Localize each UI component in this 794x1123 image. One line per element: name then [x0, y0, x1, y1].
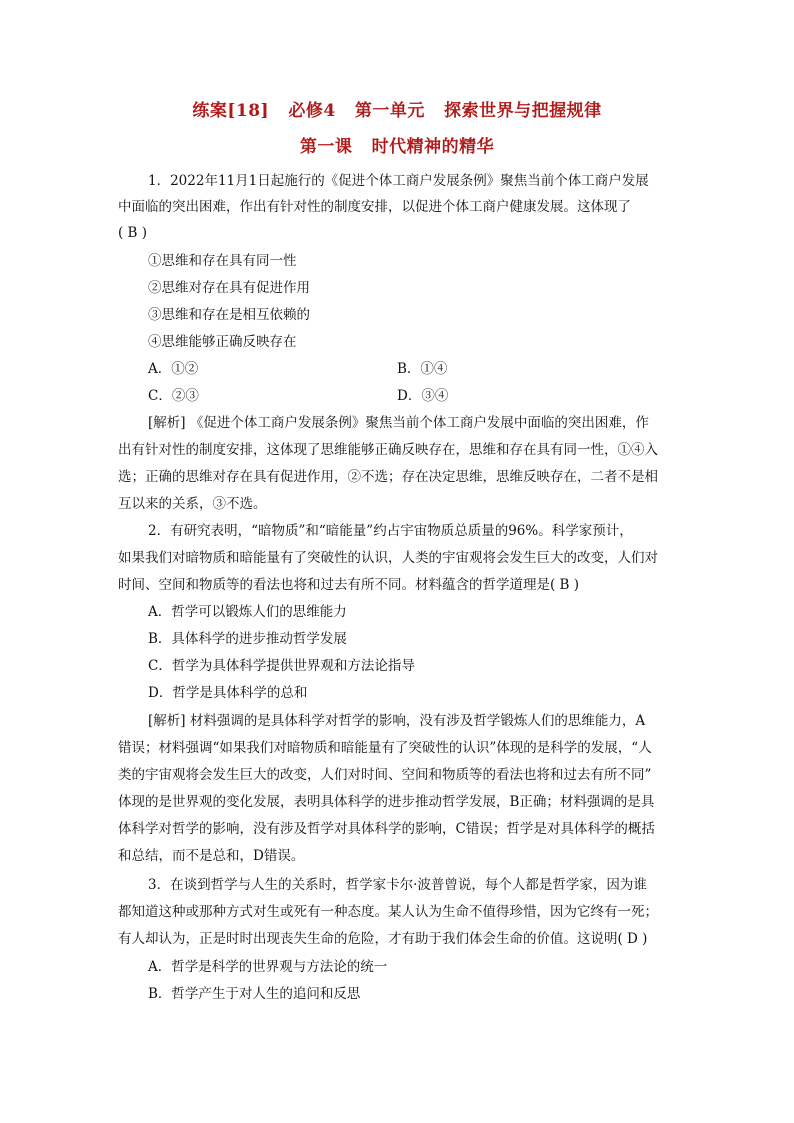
q2-analysis-line-6: 和总结，而不是总和，D错误。	[118, 848, 305, 864]
q2-stem-line-2: 如果我们对暗物质和暗能量有了突破性的认识，人类的宇宙观将会发生巨大的改变，人们对	[118, 550, 658, 566]
q2-option-a: A．哲学可以锻炼人们的思维能力	[148, 604, 347, 620]
q1-item-3: ③思维和存在是相互依赖的	[148, 307, 310, 323]
q1-stem-line-3: ( B )	[118, 225, 148, 241]
q2-analysis-line-4: 体现的是世界观的变化发展，表明具体科学的进步推动哲学发展，B正确；材料强调的是具	[118, 794, 655, 810]
q2-analysis-line-3: 类的宇宙观将会发生巨大的改变，人们对时间、空间和物质等的看法也将和过去有所不同”	[118, 767, 652, 783]
q1-stem-line-2: 中面临的突出困难，作出有针对性的制度安排，以促进个体工商户健康发展。这体现了	[118, 199, 631, 215]
q2-option-b: B．具体科学的进步推动哲学发展	[148, 631, 347, 647]
q3-stem-line-2: 都知道这种或那种方式对生或死有一种态度。某人认为生命不值得珍惜，因为它终有一死；	[118, 904, 658, 920]
q2-analysis-line-2: 错误；材料强调“如果我们对暗物质和暗能量有了突破性的认识”体现的是科学的发展，“人	[118, 740, 652, 756]
q3-option-a: A．哲学是科学的世界观与方法论的统一	[148, 959, 388, 975]
q1-item-2: ②思维对存在具有促进作用	[148, 280, 310, 296]
q2-option-d: D．哲学是具体科学的总和	[148, 685, 308, 701]
lesson-title: 第一课 时代精神的精华	[299, 137, 495, 157]
q1-stem-line-1: 1．2022年11月1日起施行的《促进个体工商户发展条例》聚焦当前个体工商户发展	[148, 173, 649, 189]
q3-stem-line-1: 3．在谈到哲学与人生的关系时，哲学家卡尔·波普曾说，每个人都是哲学家，因为谁	[148, 877, 647, 893]
q1-analysis-line-2: 出有针对性的制度安排，这体现了思维能够正确反映存在，思维和存在具有同一性，①④入	[118, 442, 658, 458]
q2-stem-line-3: 时间、空间和物质等的看法也将和过去有所不同。材料蕴含的哲学道理是( B )	[118, 577, 580, 593]
q1-item-1: ①思维和存在具有同一性	[148, 253, 297, 269]
q1-item-4: ④思维能够正确反映存在	[148, 334, 297, 350]
q1-option-b: B．①④	[397, 361, 448, 377]
q2-stem-line-1: 2．有研究表明，“暗物质”和“暗能量”约占宇宙物质总质量的96%。科学家预计，	[148, 523, 633, 539]
q1-option-c: C．②③	[148, 388, 199, 404]
q1-option-a: A．①②	[148, 361, 199, 377]
q2-analysis-line-1: [解析] 材料强调的是具体科学对哲学的影响，没有涉及哲学锻炼人们的思维能力，A	[148, 713, 646, 729]
q1-analysis-line-1: [解析] 《促进个体工商户发展条例》聚焦当前个体工商户发展中面临的突出困难，作	[148, 415, 649, 431]
q2-option-c: C．哲学为具体科学提供世界观和方法论指导	[148, 658, 415, 674]
q2-analysis-line-5: 体科学对哲学的影响，没有涉及哲学对具体科学的影响，C错误；哲学是对具体科学的概括	[118, 821, 655, 837]
q3-stem-line-3: 有人却认为，正是时时出现丧失生命的危险，才有助于我们体会生命的价值。这说明( D )	[118, 931, 648, 947]
q1-option-d: D．③④	[397, 388, 449, 404]
q3-option-b: B．哲学产生于对人生的追问和反思	[148, 986, 361, 1002]
page-title: 练案[18] 必修4 第一单元 探索世界与把握规律	[192, 101, 602, 121]
q1-analysis-line-4: 互以来的关系，③不选。	[118, 496, 267, 512]
q1-analysis-line-3: 选；正确的思维对存在具有促进作用，②不选；存在决定思维，思维反映存在，二者不是相	[118, 469, 658, 485]
